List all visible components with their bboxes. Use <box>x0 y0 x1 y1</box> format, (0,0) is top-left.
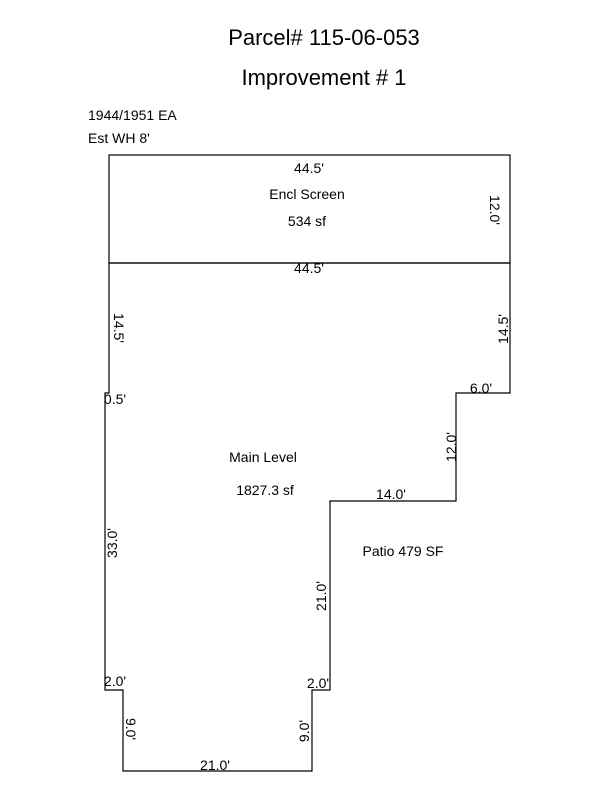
improvement-title: Improvement # 1 <box>241 65 407 90</box>
dim-screen-right: 12.0' <box>487 195 503 225</box>
dim-screen-top: 44.5' <box>294 160 324 176</box>
dim-step-top: 6.0' <box>469 380 493 396</box>
dim-step-middle: 14.0' <box>376 486 406 502</box>
dim-right-bottom-jog: 2.0' <box>306 675 330 691</box>
dim-right-bottom-wall: 9.0' <box>296 719 312 743</box>
dim-bottom: 21.0' <box>200 757 230 773</box>
dim-main-left-lower: 33.0' <box>104 528 120 558</box>
dim-main-left-upper: 14.5' <box>111 313 127 343</box>
dim-screen-bottom: 44.5' <box>294 260 324 276</box>
patio-label: Patio 479 SF <box>362 543 444 559</box>
encl-screen-label: Encl Screen <box>269 186 345 202</box>
main-level-outline <box>105 263 510 771</box>
dim-inner-vertical: 21.0' <box>313 581 329 611</box>
dim-step-right: 12.0' <box>443 432 459 462</box>
main-level-area: 1827.3 sf <box>236 482 294 498</box>
dim-main-right-upper: 14.5' <box>495 314 511 344</box>
year-note: 1944/1951 EA <box>88 107 177 123</box>
parcel-title: Parcel# 115-06-053 <box>228 25 420 50</box>
wall-height-note: Est WH 8' <box>88 130 150 146</box>
main-level-label: Main Level <box>229 449 297 465</box>
dim-left-bottom-jog: 2.0' <box>103 673 127 689</box>
dim-left-jog: 0.5' <box>103 391 127 407</box>
dim-left-bottom-wall: 9.0' <box>123 717 139 741</box>
encl-screen-area: 534 sf <box>287 213 327 229</box>
